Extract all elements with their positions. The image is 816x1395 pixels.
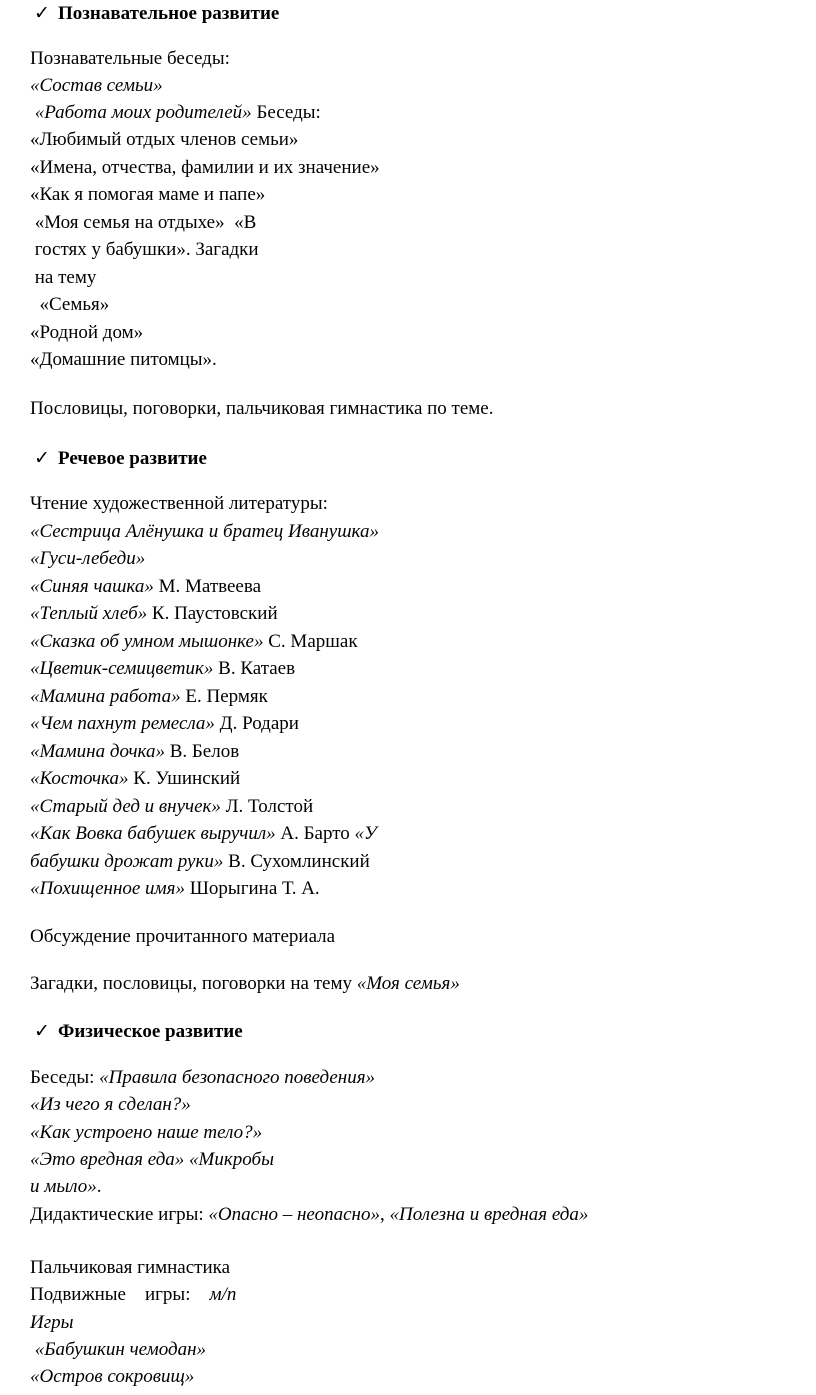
text-line: «Чем пахнут ремесла» Д. Родари [30,713,299,734]
text-line: «Моя семья на отдыхе» «В [30,212,257,233]
text-line: «Как устроено наше тело?» [30,1122,263,1143]
text-line: «Теплый хлеб» К. Паустовский [30,603,278,624]
text-line: Подвижные игры: м/п [30,1284,237,1305]
text-line: «Семья» [30,294,110,315]
text-line: «Любимый отдых членов семьи» [30,129,299,150]
text-line: «Похищенное имя» Шорыгина Т. А. [30,878,320,899]
text-line: гостях у бабушки». Загадки [30,239,259,260]
section-heading: ✓ Физическое развитие [34,1021,243,1042]
text-line: «Как я помогая маме и папе» [30,184,266,205]
text-line: «Синяя чашка» М. Матвеева [30,576,262,597]
text-line: Чтение художественной литературы: [30,493,328,514]
text-line: «Мамина работа» Е. Пермяк [30,686,268,707]
text-line: «Работа моих родителей» Беседы: [30,102,321,123]
text-line: «Как Вовка бабушек выручил» А. Барто «У [30,823,377,844]
text-line: «Состав семьи» [30,75,163,96]
text-line: «Остров сокровищ» [30,1366,195,1387]
text-line: и мыло». [30,1176,102,1197]
section-heading: ✓ Познавательное развитие [34,3,280,24]
text-line: «Цветик-семицветик» В. Катаев [30,658,296,679]
text-line: Загадки, пословицы, поговорки на тему «Моя семья» [30,973,460,994]
text-line: «Старый дед и внучек» Л. Толстой [30,796,314,817]
text-line: Познавательные беседы: [30,48,230,69]
text-line: Игры [30,1312,74,1333]
text-line: «Бабушкин чемодан» [30,1339,207,1360]
text-line: «Мамина дочка» В. Белов [30,741,240,762]
text-line: «Сказка об умном мышонке» С. Маршак [30,631,358,652]
text-line: Пальчиковая гимнастика [30,1257,231,1278]
text-line: «Сестрица Алёнушка и братец Иванушка» [30,521,379,542]
text-line: «Домашние питомцы». [30,349,217,370]
text-line: Пословицы, поговорки, пальчиковая гимнастика по теме. [30,398,494,419]
text-line: «Имена, отчества, фамилии и их значение» [30,157,380,178]
section-heading: ✓ Речевое развитие [34,448,207,469]
checkmark-icon: ✓ [34,448,50,469]
text-line: «Это вредная еда» «Микробы [30,1149,274,1170]
text-line: на тему [30,267,97,288]
text-line: Беседы: «Правила безопасного поведения» [30,1067,376,1088]
text-line: «Из чего я сделан?» [30,1094,191,1115]
text-line: Обсуждение прочитанного материала [30,926,336,947]
text-line: бабушки дрожат руки» В. Сухомлинский [30,851,370,872]
text-line: «Родной дом» [30,322,144,343]
text-line: «Гуси-лебеди» [30,548,146,569]
text-line: «Косточка» К. Ушинский [30,768,241,789]
checkmark-icon: ✓ [34,3,50,24]
checkmark-icon: ✓ [34,1021,50,1042]
text-line: Дидактические игры: «Опасно – неопасно», «Полезна и вредная еда» [30,1204,589,1225]
